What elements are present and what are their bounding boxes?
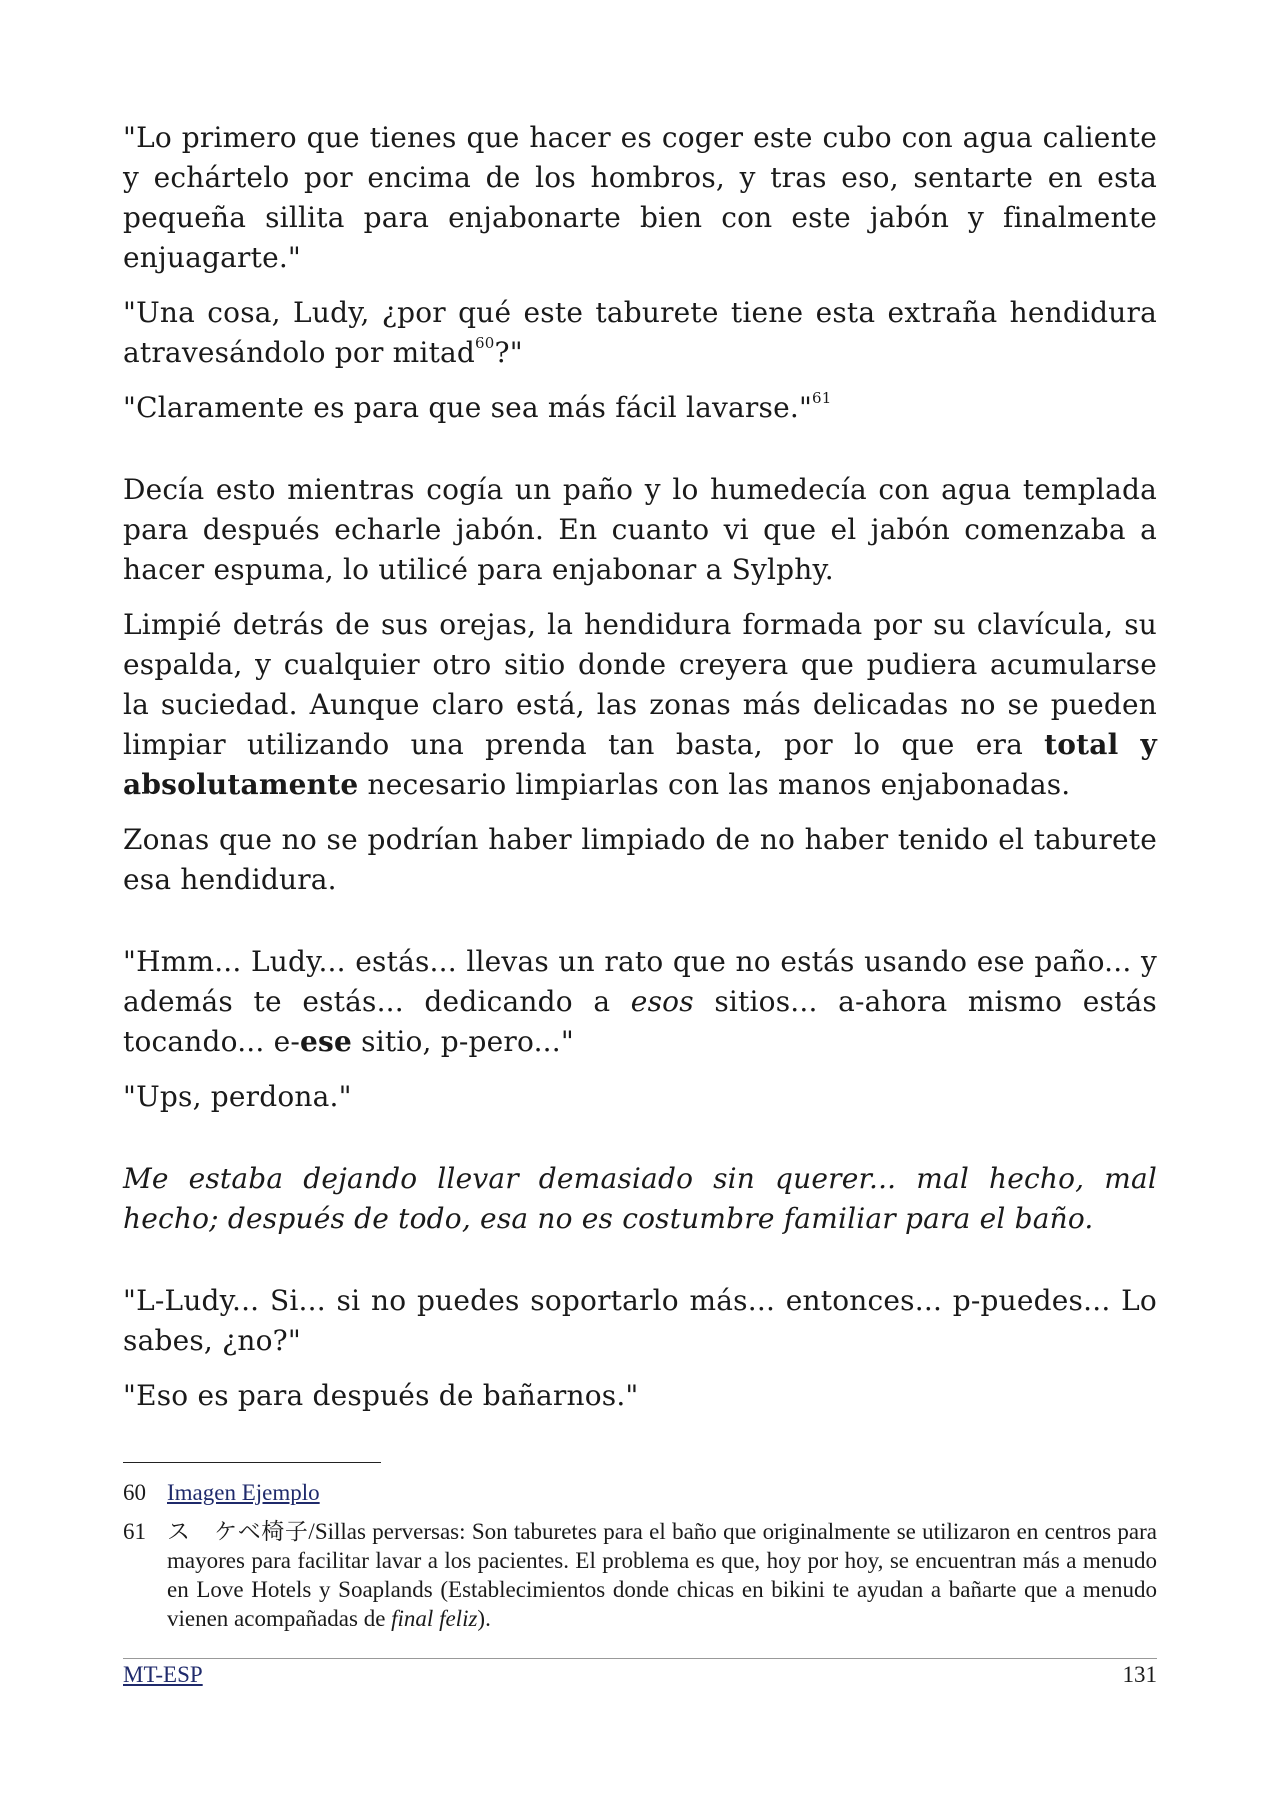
paragraph-8: "Ups, perdona." bbox=[123, 1080, 352, 1113]
paragraph-7: "Hmm... Ludy... estás... llevas un rato que no estás usando ese paño... y además te estás... dedicando a esos sitios... a-ahora mismo estás tocando... e-ese sitio, p-pero..." bbox=[123, 945, 1157, 1058]
paragraph-5: Limpié detrás de sus orejas, la hendidura formada por su clavícula, su espalda, y cualquier otro sitio donde creyera que pudiera acumularse la suciedad. Aunque claro está, las zonas más delicadas no se pueden limpiar utilizando una prenda tan basta, por lo que era total y absolutamente necesario limpiarlas con las manos enjabonadas. bbox=[123, 608, 1157, 801]
paragraph-4: Decía esto mientras cogía un paño y lo humedecía con agua templada para después echarle jabón. En cuanto vi que el jabón comenzaba a hacer espuma, lo utilicé para enjabonar a Sylphy. bbox=[123, 473, 1157, 586]
italic-emphasis: esos bbox=[630, 985, 694, 1018]
page-footer bbox=[123, 1660, 1157, 1690]
site-link[interactable]: MT-ESP bbox=[123, 1662, 203, 1687]
body-text bbox=[123, 118, 1157, 1431]
footnote-link[interactable]: Imagen Ejemplo bbox=[167, 1480, 320, 1505]
italic-emphasis: final feliz bbox=[391, 1606, 478, 1631]
paragraph-2: "Una cosa, Ludy, ¿por qué este taburete tiene esta extraña hendidura atravesándolo por mitad$^{60}$?" bbox=[123, 296, 1157, 369]
footnote-ref-60[interactable]: 60 bbox=[475, 334, 495, 352]
footnotes bbox=[123, 1478, 1157, 1643]
footnote-ref-61[interactable]: 61 bbox=[812, 389, 832, 407]
paragraph-9-thought: Me estaba dejando llevar demasiado sin querer... mal hecho, mal hecho; después de todo, esa no es costumbre familiar para el baño. bbox=[123, 1162, 1157, 1235]
page-number: 131 bbox=[1122, 1662, 1157, 1687]
footnote-60 bbox=[123, 1478, 1157, 1507]
paragraph-1: "Lo primero que tienes que hacer es coger este cubo con agua caliente y echártelo por encima de los hombros, y tras eso, sentarte en esta pequeña sillita para enjabonarte bien con este jabón y finalmente enjuagarte." bbox=[123, 121, 1157, 274]
footnote-number: 60 bbox=[123, 1480, 146, 1505]
bold-emphasis: ese bbox=[300, 1025, 353, 1058]
paragraph-11: "Eso es para después de bañarnos." bbox=[123, 1379, 639, 1412]
footnote-61: 61 ス ケベ椅子/Sillas perversas: Son taburetes para el baño que originalmente se utilizaron en centros para mayores para facilitar lavar a los pacientes. El problema es que, hoy por hoy, se encuentran más a menudo en Love Hotels y Soaplands (Establecimientos donde chicas en bikini te ayudan a bañarte que a menudo vienen acompañadas de final feliz). bbox=[123, 1519, 1157, 1631]
footnote-separator bbox=[123, 1462, 381, 1463]
footer-separator bbox=[123, 1658, 1157, 1659]
paragraph-10: "L-Ludy... Si... si no puedes soportarlo más... entonces... p-puedes... Lo sabes, ¿no?" bbox=[123, 1284, 1157, 1357]
footnote-number: 61 bbox=[123, 1519, 146, 1544]
bold-emphasis: total y absolutamente bbox=[123, 728, 1157, 801]
paragraph-6: Zonas que no se podrían haber limpiado de no haber tenido el taburete esa hendidura. bbox=[123, 823, 1157, 896]
paragraph-3: "Claramente es para que sea más fácil lavarse."$^{61}$ bbox=[123, 389, 832, 424]
